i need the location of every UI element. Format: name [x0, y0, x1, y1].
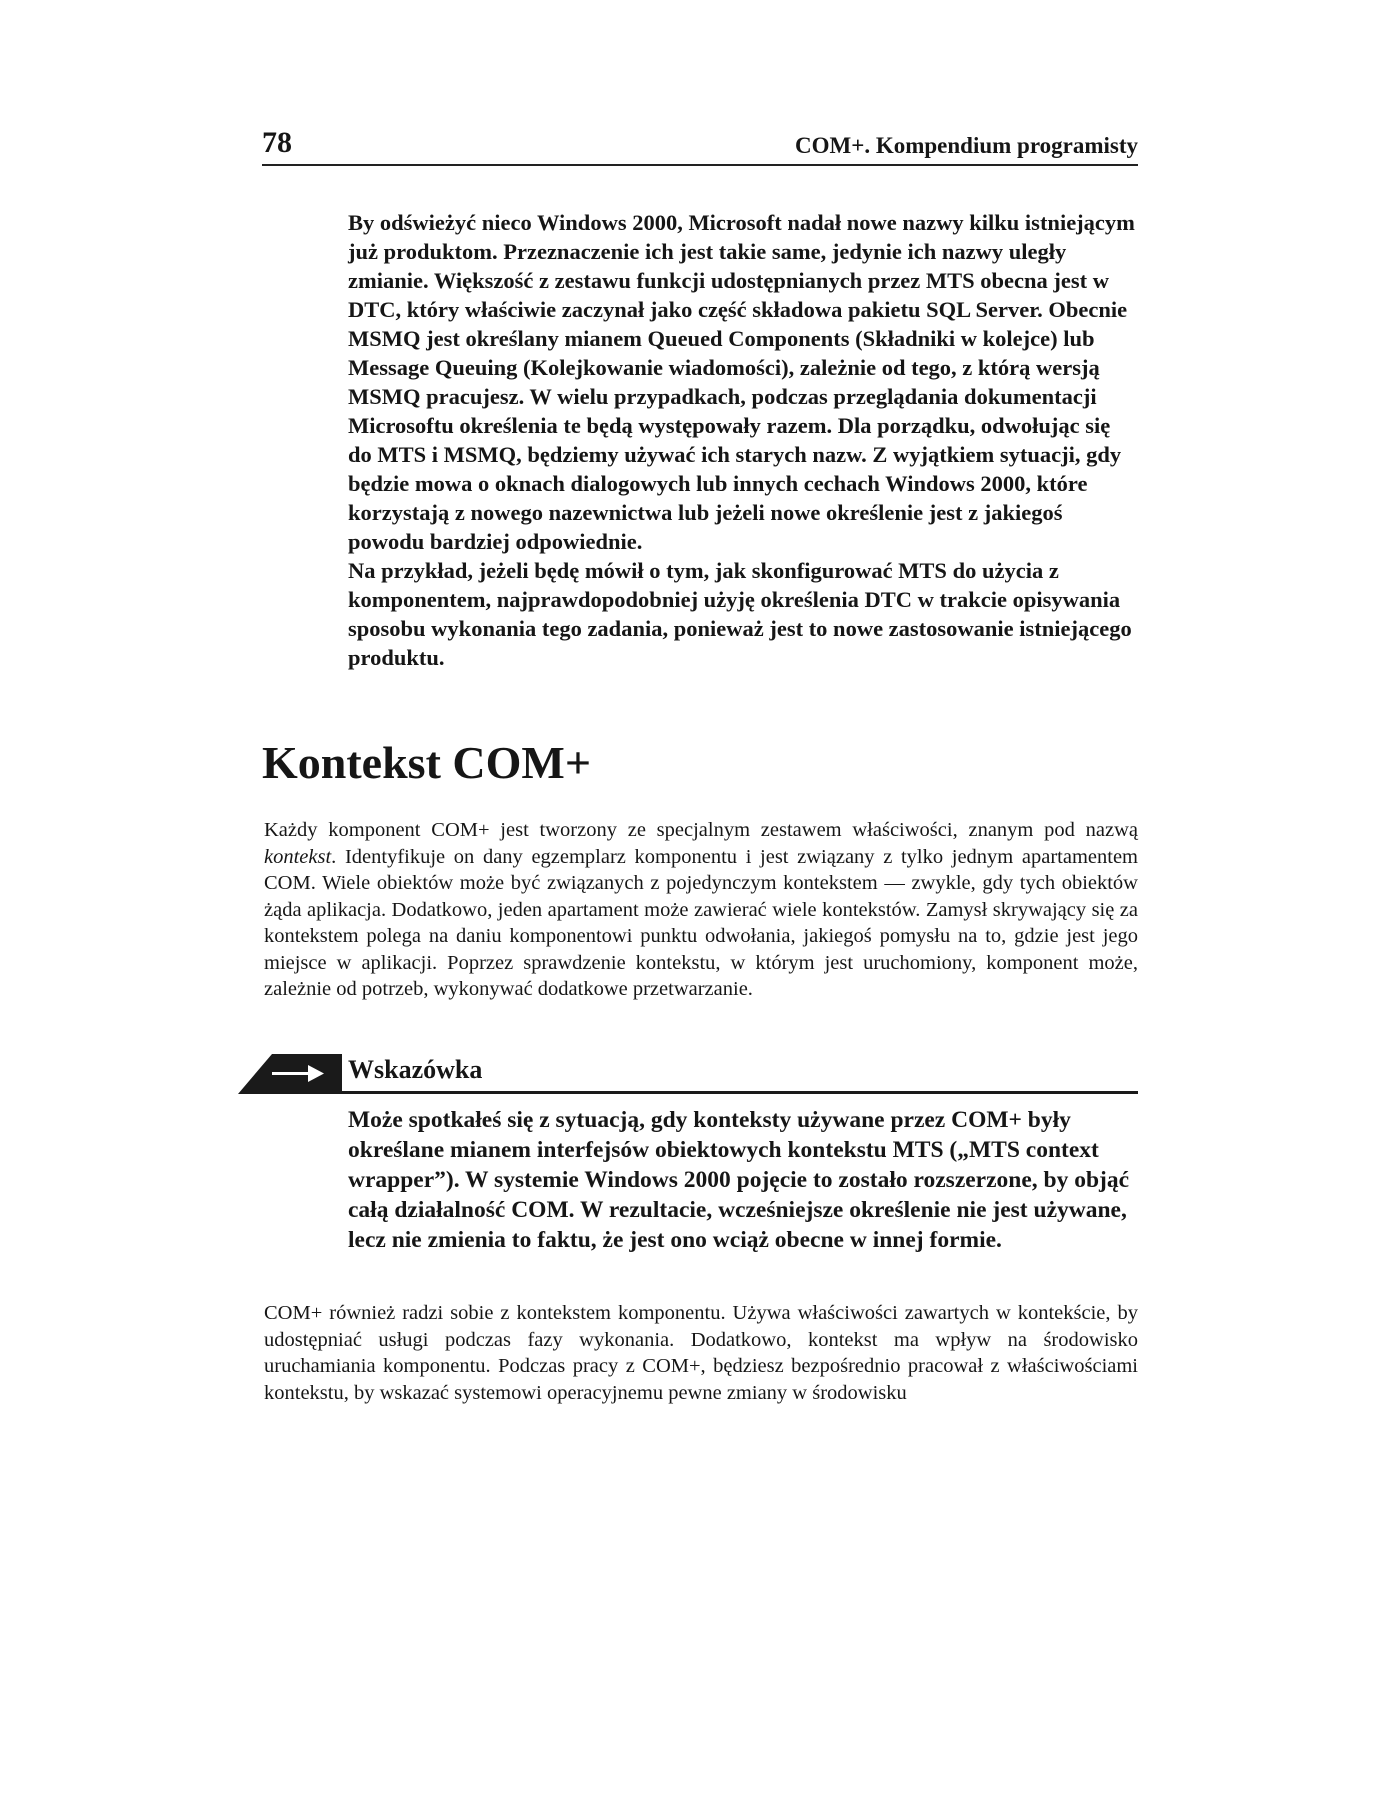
note-text-continued: Na przykład, jeżeli będę mówił o tym, jak skonfigurować MTS do użycia z komponentem, najprawdopodobniej użyję określenia DTC w trakcie opisywania sposobu wykonania tego zadania, ponieważ jest to nowe zastosowanie istniejącego produktu.: [348, 558, 1132, 670]
paragraph-text-end: . Identyfikuje on dany egzemplarz komponentu i jest związany z tylko jednym apartamentem COM. Wiele obiektów może być związanych z pojedynczym kontekstem — zwykle, gdy tych obiektów żąda aplikacja. Dodatkowo, jeden apartament może zawierać wiele kontekstów. Zamysł skrywający się za kontekstem polega na daniu komponentowi punktu odwołania, jakiegoś pomysłu na to, gdzie jest jego miejsce w aplikacji. Poprzez sprawdzenie kontekstu, w którym jest uruchomiony, komponent może, zależnie od potrzeb, wykonywać dodatkowe przetwarzanie.: [264, 845, 1138, 1000]
note-block: [348, 208, 1138, 672]
tip-text: Może spotkałeś się z sytuacją, gdy konteksty używane przez COM+ były określane mianem interfejsów obiektowych kontekstu MTS („MTS context wrapper”). W systemie Windows 2000 pojęcie to zostało rozszerzone, by objąć całą działalność COM. W rezultacie, wcześniejsze określenie nie jest używane, lecz nie zmienia to faktu, że jest ono wciąż obecne w innej formie.: [348, 1107, 1130, 1253]
page-header: [262, 126, 1138, 166]
tip-header: [238, 1052, 1138, 1094]
page-number: 78: [262, 126, 292, 159]
arrow-right-icon: [238, 1052, 342, 1094]
body-paragraph-2: COM+ również radzi sobie z kontekstem komponentu. Używa właściwości zawartych w kontekście, by udostępniać usługi podczas fazy wykonania. Dodatkowo, kontekst ma wpływ na środowisko uruchamiania komponentu. Podczas pracy z COM+, będziesz bezpośrednio pracował z właściwościami kontekstu, by wskazać systemowi operacyjnemu pewne zmiany w środowisku: [264, 1302, 1138, 1404]
note-text: By odświeżyć nieco Windows 2000, Microsoft nadał nowe nazwy kilku istniejącym już produktom. Przeznaczenie ich jest takie same, jedynie ich nazwy uległy zmianie. Większość z zestawu funkcji udostępnianych przez MTS obecna jest w DTC, który właściwie zaczynał jako część składowa pakietu SQL Server. Obecnie MSMQ jest określany mianem Queued Components (Składniki w kolejce) lub Message Queuing (Kolejkowanie wiadomości), zależnie od tego, z którą wersją MSMQ pracujesz. W wielu przypadkach, podczas przeglądania dokumentacji Microsoftu określenia te będą występowały razem. Dla porządku, odwołując się do MTS i MSMQ, będziemy używać ich starych nazw. Z wyjątkiem sytuacji, gdy będzie mowa o oknach dialogowych lub innych cechach Windows 2000, które korzystają z nowego nazewnictwa lub jeżeli nowe określenie jest z jakiegoś powodu bardziej odpowiednie.: [348, 210, 1135, 554]
term-kontekst: kontekst: [264, 845, 332, 868]
running-title: COM+. Kompendium programisty: [795, 133, 1138, 158]
tip-rule: [342, 1091, 1138, 1094]
section-title: Kontekst COM+: [262, 737, 592, 788]
paragraph-text-start: Każdy komponent COM+ jest tworzony ze specjalnym zestawem właściwości, znanym pod nazwą: [264, 819, 1138, 841]
body-paragraph: [264, 817, 1138, 1003]
tip-title: Wskazówka: [348, 1055, 483, 1084]
